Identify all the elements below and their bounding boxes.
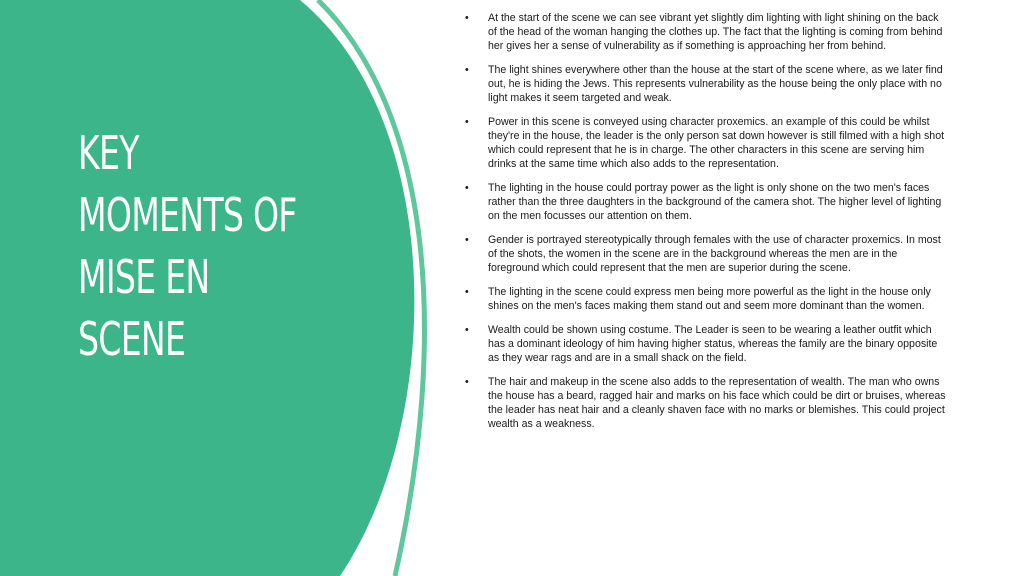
bullet-text: The light shines everywhere other than the house at the start of the scene where, as we later find out, he is hiding the Jews. This represents vulnerability as the house being the only place with no light makes it seem targeted and weak. [488, 64, 943, 104]
bullet-dot: • [465, 116, 469, 128]
bullet-dot: • [465, 64, 469, 76]
bullet-dot: • [465, 376, 469, 388]
bullet-item [462, 233, 950, 275]
bullet-text: At the start of the scene we can see vibrant yet slightly dim lighting with light shining on the back of the head of the woman hanging the clothes up. The fact that the lighting is coming from behind her gives her a sense of vulnerability as if something is approaching her from behind. [488, 12, 943, 52]
bullet-text: Power in this scene is conveyed using character proxemics. an example of this could be whilst they're in the house, the leader is the only person sat down however is still filmed with a high shot which could represent that he is in charge. The other characters in this scene are serving him drinks at the same time which also adds to the representation. [488, 116, 945, 170]
bullet-dot: • [465, 286, 469, 298]
title-line-4: SCENE [78, 312, 186, 366]
bullet-text: The hair and makeup in the scene also adds to the representation of wealth. The man who owns the house has a beard, ragged hair and marks on his face which could be dirt or bruises, whereas the leader has neat hair and a cleanly shaven face with no marks or blemishes. This could project wealth as a weakness. [488, 376, 946, 430]
bullet-item [462, 11, 950, 53]
bullet-dot: • [465, 324, 469, 336]
bullet-item [462, 63, 950, 105]
bullet-text: Wealth could be shown using costume. The Leader is seen to be wearing a leather outfit which has a dominant ideology of him having higher status, whereas the family are the binary opposite as they wear rags and are in a small shack on the field. [488, 324, 938, 364]
bullet-item [462, 323, 950, 365]
bullet-text: The lighting in the scene could express men being more powerful as the light in the house only shines on the men's faces making them stand out and seem more dominant than the women. [488, 286, 931, 312]
bullet-item [462, 375, 950, 431]
bullet-dot: • [465, 12, 469, 24]
title-line-3: MISE EN [78, 250, 210, 304]
bullet-text: The lighting in the house could portray power as the light is only shone on the two men's faces rather than the three daughters in the background of the camera shot. The higher level of lighting on the men focusses our attention on them. [488, 182, 942, 222]
slide-title [78, 122, 378, 370]
bullet-item [462, 115, 950, 171]
bullet-dot: • [465, 182, 469, 194]
bullet-list [462, 11, 950, 441]
bullet-item [462, 285, 950, 313]
bullet-dot: • [465, 234, 469, 246]
title-line-2: MOMENTS OF [78, 188, 297, 242]
title-line-1: KEY [78, 126, 139, 180]
bullet-text: Gender is portrayed stereotypically through females with the use of character proxemics. In most of the shots, the women in the scene are in the background whereas the men are in the foreground which could represent that the men are superior during the scene. [488, 234, 941, 274]
bullet-item [462, 181, 950, 223]
